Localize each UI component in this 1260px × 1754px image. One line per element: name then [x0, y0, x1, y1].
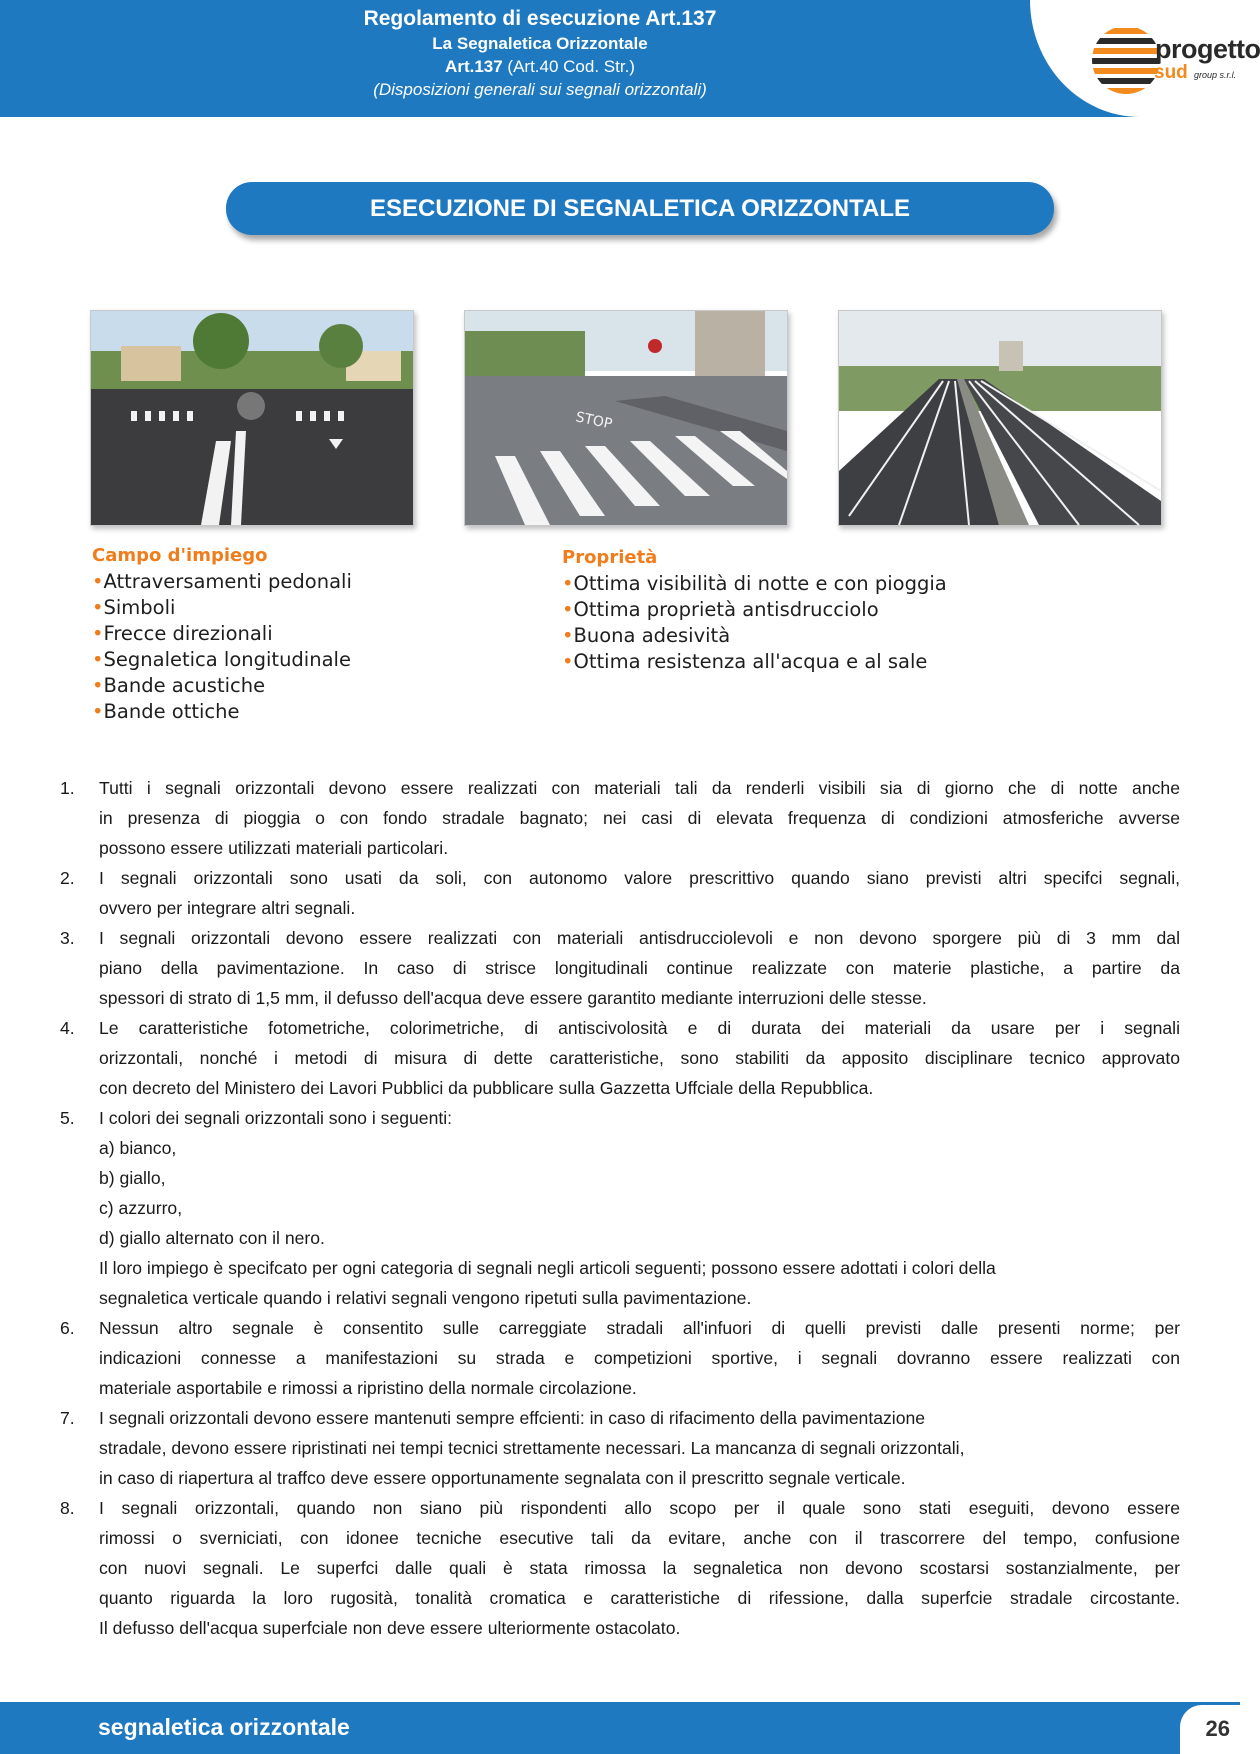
header-article-number: Art.137	[445, 57, 503, 76]
paragraph-line: I colori dei segnali orizzontali sono i seguenti:	[99, 1108, 453, 1128]
bullet-icon: •	[562, 624, 574, 647]
paragraph-line: materiale asportabile e rimossi a ripristino della normale circolazione.	[99, 1378, 637, 1398]
bullet-icon: •	[562, 650, 574, 673]
paragraph-number: 3.	[60, 928, 75, 948]
logo-word-sud: sud	[1154, 62, 1188, 83]
paragraph-line: rimossi o sverniciati, con idonee tecniche esecutive tali da evitare, anche con il trascorrere del tempo, confusione	[99, 1528, 1180, 1548]
paragraph-line: quanto riguarda la loro rugosità, tonalità cromatica e caratteristiche di rifessione, dalla superfcie stradale circostante.	[99, 1588, 1180, 1608]
photo-stop-crosswalk	[464, 310, 788, 526]
paragraph-line: in presenza di pioggia o con fondo stradale bagnato; nei casi di elevata frequenza di condizioni atmosferiche avverse	[99, 808, 1180, 828]
header-article-ref: (Art.40 Cod. Str.)	[502, 57, 635, 76]
paragraph-line: stradale, devono essere ripristinati nei tempi tecnici strettamente necessari. La mancanza di segnali orizzontali,	[99, 1438, 965, 1458]
paragraph-line: Il defusso dell'acqua superfciale non deve essere ulteriormente ostacolato.	[99, 1618, 681, 1638]
paragraph-line: I segnali orizzontali sono usati da soli, con autonomo valore prescrittivo quando siano previsti altri specifci segnali,	[99, 868, 1180, 888]
paragraph-number: 5.	[60, 1108, 75, 1128]
svg-text:STOP: STOP	[574, 409, 614, 433]
list-item: •Segnaletica longitudinale	[92, 648, 351, 671]
header-subtitle: La Segnaletica Orizzontale	[432, 34, 648, 53]
bullet-icon: •	[92, 622, 104, 645]
photo-highway-lanes	[838, 310, 1162, 526]
paragraph-line: Il loro impiego è specifcato per ogni categoria di segnali negli articoli seguenti; possono essere adottati i colori della	[99, 1258, 996, 1278]
paragraph-number: 7.	[60, 1408, 75, 1428]
paragraph-line: b) giallo,	[99, 1168, 166, 1188]
properties-list	[562, 547, 947, 675]
list-item: •Simboli	[92, 596, 176, 619]
paragraph-item	[60, 773, 1180, 863]
paragraph-item	[60, 1493, 1180, 1643]
paragraph-line: I segnali orizzontali devono essere realizzati con materiali antisdrucciolevoli e non devono sporgere più di 3 mm dal	[99, 928, 1180, 948]
footer-label: segnaletica orizzontale	[98, 1714, 350, 1740]
list-item: •Ottima resistenza all'acqua e al sale	[562, 650, 928, 673]
paragraph-item	[60, 1013, 1180, 1103]
header-description: (Disposizioni generali sui segnali orizzontali)	[373, 80, 707, 99]
paragraph-line: d) giallo alternato con il nero.	[99, 1228, 325, 1248]
bullet-icon: •	[92, 700, 104, 723]
header-article	[300, 55, 780, 78]
list-item: •Ottima proprietà antisdrucciolo	[562, 598, 879, 621]
page-number: 26	[1205, 1716, 1230, 1741]
paragraph-item	[60, 1313, 1180, 1403]
paragraph-line: ovvero per integrare altri segnali.	[99, 898, 356, 918]
paragraph-number: 6.	[60, 1318, 75, 1338]
header-text	[300, 6, 780, 101]
paragraph-line: orizzontali, nonché i metodi di misura di dette caratteristiche, sono stabiliti da apposito disciplinare tecnico approvato	[99, 1048, 1180, 1068]
paragraph-line: indicazioni connesse a manifestazioni su strada e competizioni sportive, i segnali dovranno essere realizzati con	[99, 1348, 1180, 1368]
header-title: Regolamento di esecuzione Art.137	[363, 7, 717, 30]
list-item: •Bande ottiche	[92, 700, 240, 723]
bullet-icon: •	[562, 598, 574, 621]
paragraph-line: con decreto del Ministero dei Lavori Pubblici da pubblicare sulla Gazzetta Uffciale della Repubblica.	[99, 1078, 874, 1098]
paragraph-line: I segnali orizzontali, quando non siano più rispondenti allo scopo per il quale sono stati eseguiti, devono essere	[99, 1498, 1180, 1518]
paragraph-line: Nessun altro segnale è consentito sulle carreggiate stradali all'infuori di quelli previsti dalle presenti norme; per	[99, 1318, 1180, 1338]
logo-word-group: group s.r.l.	[1194, 70, 1237, 80]
usage-fields-title: Campo d'impiego	[92, 545, 268, 566]
footer-band	[0, 1702, 1240, 1754]
paragraph-line: a) bianco,	[99, 1138, 177, 1158]
paragraph-line: Le caratteristiche fotometriche, colorimetriche, di antiscivolosità e di durata dei materiali da usare per i segnali	[99, 1018, 1180, 1038]
paragraph-number: 1.	[60, 778, 75, 798]
paragraph-item	[60, 863, 1180, 923]
paragraph-line: possono essere utilizzati materiali particolari.	[99, 838, 449, 858]
photo-roundabout-crossings	[90, 310, 414, 526]
bullet-icon: •	[562, 572, 574, 595]
bullet-icon: •	[92, 570, 104, 593]
regulation-paragraphs	[60, 773, 1180, 1643]
paragraph-line: Tutti i segnali orizzontali devono essere realizzati con materiali tali da renderli visibili sia di giorno che di notte anche	[99, 778, 1180, 798]
paragraph-number: 4.	[60, 1018, 75, 1038]
paragraph-number: 8.	[60, 1498, 75, 1518]
paragraph-line: con nuovi segnali. Le superfci dalle quali è stata rimossa la segnaletica non devono scostarsi sostanzialmente, per	[99, 1558, 1180, 1578]
paragraph-item	[60, 1103, 1180, 1313]
globe-logo-icon	[1088, 22, 1164, 98]
paragraph-line: segnaletica verticale quando i relativi segnali vengono ripetuti sulla pavimentazione.	[99, 1288, 752, 1308]
list-item: •Attraversamenti pedonali	[92, 570, 352, 593]
list-item: •Frecce direzionali	[92, 622, 273, 645]
paragraph-line: spessori di strato di 1,5 mm, il defusso dell'acqua deve essere garantito mediante interruzioni delle stesse.	[99, 988, 927, 1008]
paragraph-item	[60, 1403, 1180, 1493]
paragraph-line: in caso di riapertura al traffco deve essere opportunamente segnalata con il prescritto segnale verticale.	[99, 1468, 906, 1488]
paragraph-line: c) azzurro,	[99, 1198, 183, 1218]
list-item: •Bande acustiche	[92, 674, 266, 697]
bullet-icon: •	[92, 674, 104, 697]
bullet-icon: •	[92, 596, 104, 619]
bullet-icon: •	[92, 648, 104, 671]
paragraph-line: piano della pavimentazione. In caso di strisce longitudinali continue realizzate con materie plastiche, a partire da	[99, 958, 1180, 978]
list-item: •Ottima visibilità di notte e con pioggia	[562, 572, 947, 595]
paragraph-item	[60, 923, 1180, 1013]
section-title: ESECUZIONE DI SEGNALETICA ORIZZONTALE	[226, 182, 1054, 235]
properties-title: Proprietà	[562, 547, 658, 568]
list-item: •Buona adesività	[562, 624, 731, 647]
paragraph-line: I segnali orizzontali devono essere mantenuti sempre effcienti: in caso di rifacimento della pavimentazione	[99, 1408, 926, 1428]
usage-fields-list	[92, 545, 352, 725]
paragraph-number: 2.	[60, 868, 75, 888]
logo-word-progetto: progetto	[1155, 34, 1260, 64]
